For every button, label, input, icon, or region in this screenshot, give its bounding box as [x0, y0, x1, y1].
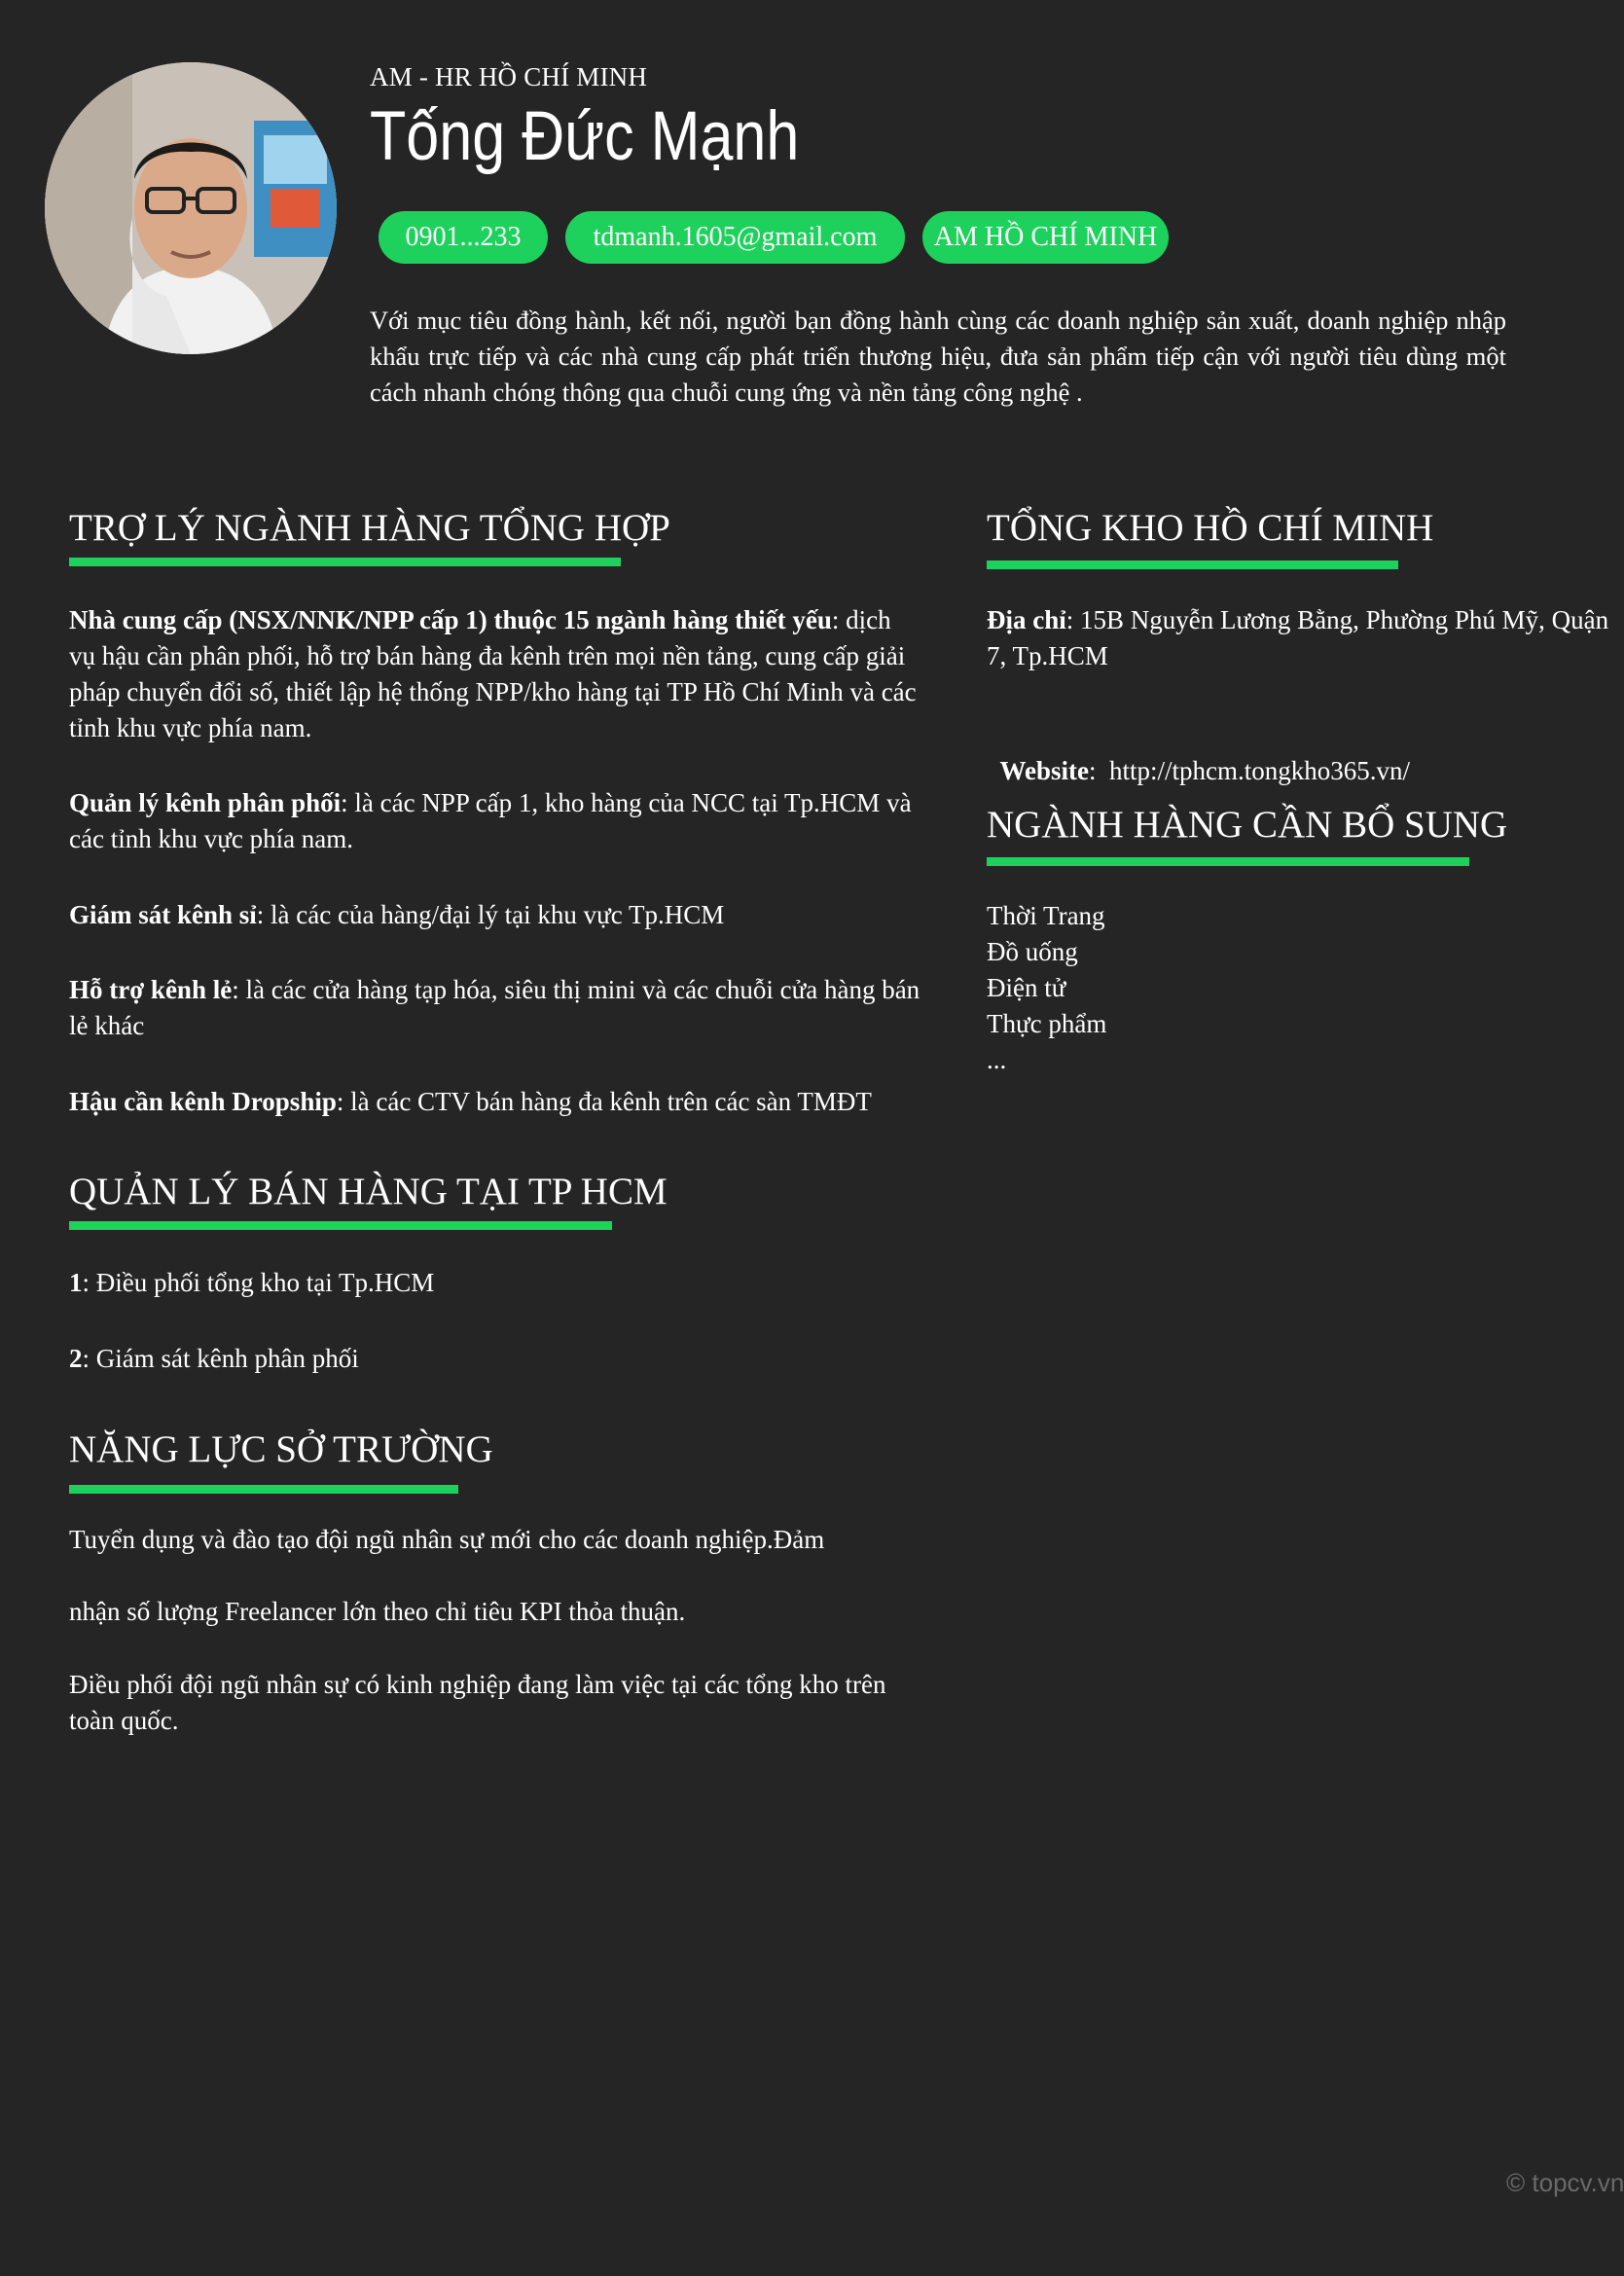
category-item: Đồ uống [987, 937, 1078, 966]
experience-item-label: Nhà cung cấp (NSX/NNK/NPP cấp 1) thuộc 15 ngành hàng thiết yếu [69, 605, 832, 634]
experience-item-text: : là các cửa hàng tạp hóa, siêu thị mini và các chuỗi cửa hàng bán lẻ khác [69, 975, 920, 1040]
address-text: : 15B Nguyễn Lương Bằng, Phường Phú Mỹ, Quận 7, Tp.HCM [987, 605, 1609, 670]
website-label: Website [999, 756, 1089, 785]
section-title-category-assistant: TRỢ LÝ NGÀNH HÀNG TỔNG HỢP [69, 507, 670, 549]
experience-item-text: : là các CTV bán hàng đa kênh trên các sàn TMĐT [336, 1087, 872, 1116]
job-title: AM - HR HỒ CHÍ MINH [370, 62, 648, 91]
responsibility-item-label: 1 [69, 1268, 83, 1297]
experience-item-label: Hỗ trợ kênh lẻ [69, 975, 233, 1004]
section-title-needed-categories: NGÀNH HÀNG CẦN BỔ SUNG [987, 804, 1508, 846]
section-underline [987, 560, 1398, 569]
warehouse-address [987, 602, 1609, 674]
phone-badge: 0901...233 [379, 211, 548, 264]
responsibility-item [69, 1341, 935, 1377]
experience-item [69, 785, 935, 857]
experience-item-label: Giám sát kênh sỉ [69, 900, 257, 929]
experience-item-label: Quản lý kênh phân phối [69, 788, 342, 817]
category-item: Thời Trang [987, 901, 1105, 930]
responsibility-item-text: : Điều phối tổng kho tại Tp.HCM [82, 1268, 435, 1297]
strength-item: nhận số lượng Freelancer lớn theo chỉ tiêu KPI thỏa thuận. [69, 1597, 686, 1626]
career-summary: Với mục tiêu đồng hành, kết nối, người bạn đồng hành cùng các doanh nghiệp sản xuất, doanh nghiệp nhập khẩu trực tiếp và các nhà cung cấp phát triển thương hiệu, đưa sản phẩm tiếp cận với người tiêu dùng một cách nhanh chóng thông qua chuỗi cung ứng và nền tảng công nghệ . [370, 306, 1506, 407]
experience-item-label: Hậu cần kênh Dropship [69, 1087, 337, 1116]
warehouse-website [987, 717, 1609, 789]
strength-item: Tuyển dụng và đào tạo đội ngũ nhân sự mới cho các doanh nghiệp.Đảm [69, 1525, 825, 1554]
responsibility-item-label: 2 [69, 1344, 83, 1373]
experience-item [69, 1084, 935, 1120]
category-item: ... [987, 1045, 1007, 1074]
experience-item [69, 897, 935, 933]
experience-item-text: : dịch vụ hậu cần phân phối, hỗ trợ bán hàng đa kênh trên mọi nền tảng, cung cấp giải pháp chuyển đổi số, thiết lập hệ thống NPP/kho hàng tại TP Hồ Chí Minh và các tỉnh khu vực phía nam. [69, 605, 917, 742]
responsibility-item-text: : Giám sát kênh phân phối [82, 1344, 359, 1373]
email-badge[interactable]: tdmanh.1605@gmail.com [565, 211, 905, 264]
watermark: © topcv.vn [1506, 2168, 1624, 2197]
category-item: Điện tử [987, 973, 1066, 1002]
address-label: Địa chỉ [987, 605, 1066, 634]
section-underline [987, 857, 1469, 866]
section-title-strengths: NĂNG LỰC SỞ TRƯỜNG [69, 1428, 493, 1470]
section-underline [69, 1485, 458, 1494]
experience-item-text: : là các của hàng/đại lý tại khu vực Tp.HCM [256, 900, 725, 929]
responsibility-item [69, 1265, 935, 1301]
experience-item [69, 972, 935, 1044]
profile-photo-icon [45, 62, 337, 354]
section-title-sales-management: QUẢN LÝ BÁN HÀNG TẠI TP HCM [69, 1171, 668, 1212]
section-underline [69, 558, 621, 566]
strength-item: Điều phối đội ngũ nhân sự có kinh nghiệp đang làm việc tại các tổng kho trên toàn quốc. [69, 1670, 886, 1735]
section-underline [69, 1221, 612, 1230]
experience-item [69, 602, 921, 746]
section-title-warehouse: TỔNG KHO HỒ CHÍ MINH [987, 507, 1434, 549]
website-link[interactable]: : http://tphcm.tongkho365.vn/ [1089, 756, 1410, 785]
candidate-name: Tống Đức Mạnh [370, 98, 800, 175]
location-badge: AM HỒ CHÍ MINH [922, 211, 1169, 264]
experience-item-text: : là các NPP cấp 1, kho hàng của NCC tại Tp.HCM và các tỉnh khu vực phía nam. [69, 788, 912, 853]
avatar [45, 62, 337, 354]
category-item: Thực phẩm [987, 1009, 1107, 1038]
